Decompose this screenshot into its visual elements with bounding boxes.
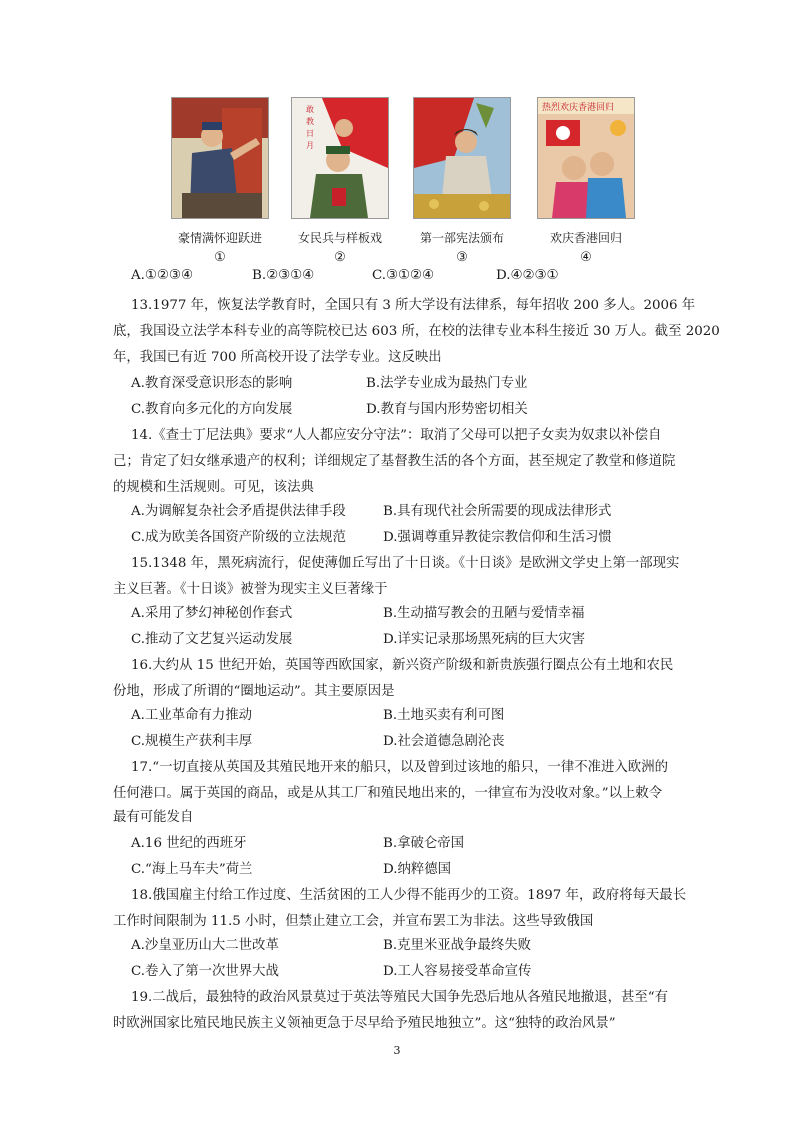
poster-caption: 豪情满怀迎跃进	[177, 231, 262, 245]
q19-stem-line: 19.二战后，最独特的政治风景莫过于英法等殖民大国争先恐后地从各殖民地撤退，甚至“有	[131, 990, 668, 1005]
svg-text:敢: 敢	[306, 105, 314, 114]
svg-text:教: 教	[306, 117, 314, 126]
q12-option-c: C.③①②④	[372, 268, 435, 283]
q16-option-d: D.社会道德急剧沦丧	[383, 734, 505, 749]
q14-option-b: B.具有现代社会所需要的现成法律形式	[383, 504, 612, 519]
poster-flag-woman-image	[413, 97, 511, 219]
poster-caption: 第一部宪法颁布	[419, 231, 504, 245]
poster-4	[536, 97, 636, 265]
poster-1	[170, 97, 270, 265]
q17-option-a: A.16 世纪的西班牙	[131, 836, 247, 851]
q17-stem-line: 17.“一切直接从英国及其殖民地开来的船只，以及曾到过该地的船只，一律不准进入欧洲的	[131, 760, 668, 775]
poster-caption: 欢庆香港回归	[549, 231, 622, 245]
q13-stem-line: 13.1977 年，恢复法学教育时，全国只有 3 所大学设有法律系，每年招收 200 多人。2006 年	[131, 298, 696, 313]
q14-option-a: A.为调解复杂社会矛盾提供法律手段	[131, 504, 346, 519]
q12-option-a: A.①②③④	[131, 268, 193, 283]
q15-stem-line: 15.1348 年，黑死病流行，促使薄伽丘写出了十日谈。《十日谈》是欧洲文学史上第一部现实	[131, 556, 680, 571]
q17-option-b: B.拿破仑帝国	[383, 836, 465, 851]
q16-stem-line: 份地，形成了所谓的“圈地运动”。其主要原因是	[113, 684, 395, 699]
svg-text:月: 月	[306, 141, 314, 150]
q13-option-b: B.法学专业成为最热门专业	[366, 376, 528, 391]
q18-stem-line: 18.俄国雇主付给工作过度、生活贫困的工人少得不能再少的工资。1897 年，政府将每天最长	[131, 888, 687, 903]
q15-option-c: C.推动了文艺复兴运动发展	[131, 632, 293, 647]
q12-option-d: D.④②③①	[496, 268, 559, 283]
poster-caption: 女民兵与样板戏	[297, 231, 382, 245]
poster-worker-image	[171, 97, 269, 219]
q17-stem-line: 任何港口。属于英国的商品，或是从其工厂和殖民地出来的，一律宣布为没收对象。”以上敕令	[113, 786, 663, 801]
q18-option-d: D.工人容易接受革命宣传	[383, 964, 532, 979]
q19-stem-line: 时欧洲国家比殖民地民族主义领袖更急于尽早给予殖民地独立”。这“独特的政治风景”	[113, 1016, 616, 1031]
q13-stem-line: 年，我国已有近 700 所高校开设了法学专业。这反映出	[113, 350, 442, 365]
q18-option-c: C.卷入了第一次世界大战	[131, 964, 279, 979]
q13-option-c: C.教育向多元化的方向发展	[131, 402, 293, 417]
q15-stem-line: 主义巨著。《十日谈》被誉为现实主义巨著缘于	[113, 582, 388, 597]
svg-text:热烈欢庆香港回归: 热烈欢庆香港回归	[542, 103, 615, 113]
q16-option-a: A.工业革命有力推动	[131, 708, 253, 723]
poster-hongkong-image	[537, 97, 635, 219]
q15-option-a: A.采用了梦幻神秘创作套式	[131, 606, 293, 621]
q18-option-a: A.沙皇亚历山大二世改革	[131, 938, 279, 953]
poster-number: ②	[334, 250, 346, 265]
q15-option-b: B.生动描写教会的丑陋与爱情幸福	[383, 606, 585, 621]
q14-option-d: D.强调尊重异教徒宗教信仰和生活习惯	[383, 530, 612, 545]
q14-stem-line: 己；肯定了妇女继承遗产的权利；详细规定了基督教生活的各个方面，甚至规定了教堂和修道院	[113, 454, 676, 469]
poster-number: ①	[214, 250, 226, 265]
q17-option-d: D.纳粹德国	[383, 862, 452, 877]
q16-stem-line: 16.大约从 15 世纪开始，英国等西欧国家，新兴资产阶级和新贵族强行圈点公有土地和农民	[131, 658, 674, 673]
q13-option-d: D.教育与国内形势密切相关	[366, 402, 528, 417]
poster-number: ④	[580, 250, 592, 265]
svg-text:日: 日	[306, 129, 314, 138]
poster-gallery	[150, 97, 650, 265]
poster-3	[412, 97, 512, 265]
q14-option-c: C.成为欧美各国资产阶级的立法规范	[131, 530, 346, 545]
q13-stem-line: 底，我国设立法学本科专业的高等院校已达 603 所，在校的法律专业本科生接近 30 万人。截至 2020	[113, 324, 720, 339]
q15-option-d: D.详实记录那场黑死病的巨大灾害	[383, 632, 585, 647]
q16-option-b: B.土地买卖有利可图	[383, 708, 505, 723]
q18-option-b: B.克里米亚战争最终失败	[383, 938, 532, 953]
q17-stem-line: 最有可能发自	[113, 810, 194, 825]
q16-option-c: C.规模生产获利丰厚	[131, 734, 253, 749]
q14-stem-line: 的规模和生活规则。可见，该法典	[113, 480, 314, 495]
poster-2	[290, 97, 390, 265]
q17-option-c: C.“海上马车夫”荷兰	[131, 862, 253, 877]
q12-option-b: B.②③①④	[252, 268, 315, 283]
poster-militia-image	[291, 97, 389, 219]
poster-number: ③	[456, 250, 468, 265]
q14-stem-line: 14.《查士丁尼法典》要求“人人都应安分守法”：取消了父母可以把子女卖为奴隶以补偿自	[131, 428, 662, 443]
q18-stem-line: 工作时间限制为 11.5 小时，但禁止建立工会，并宣布罢工为非法。这些导致俄国	[113, 914, 594, 929]
q13-option-a: A.教育深受意识形态的影响	[131, 376, 293, 391]
page-number: 3	[393, 1044, 401, 1057]
